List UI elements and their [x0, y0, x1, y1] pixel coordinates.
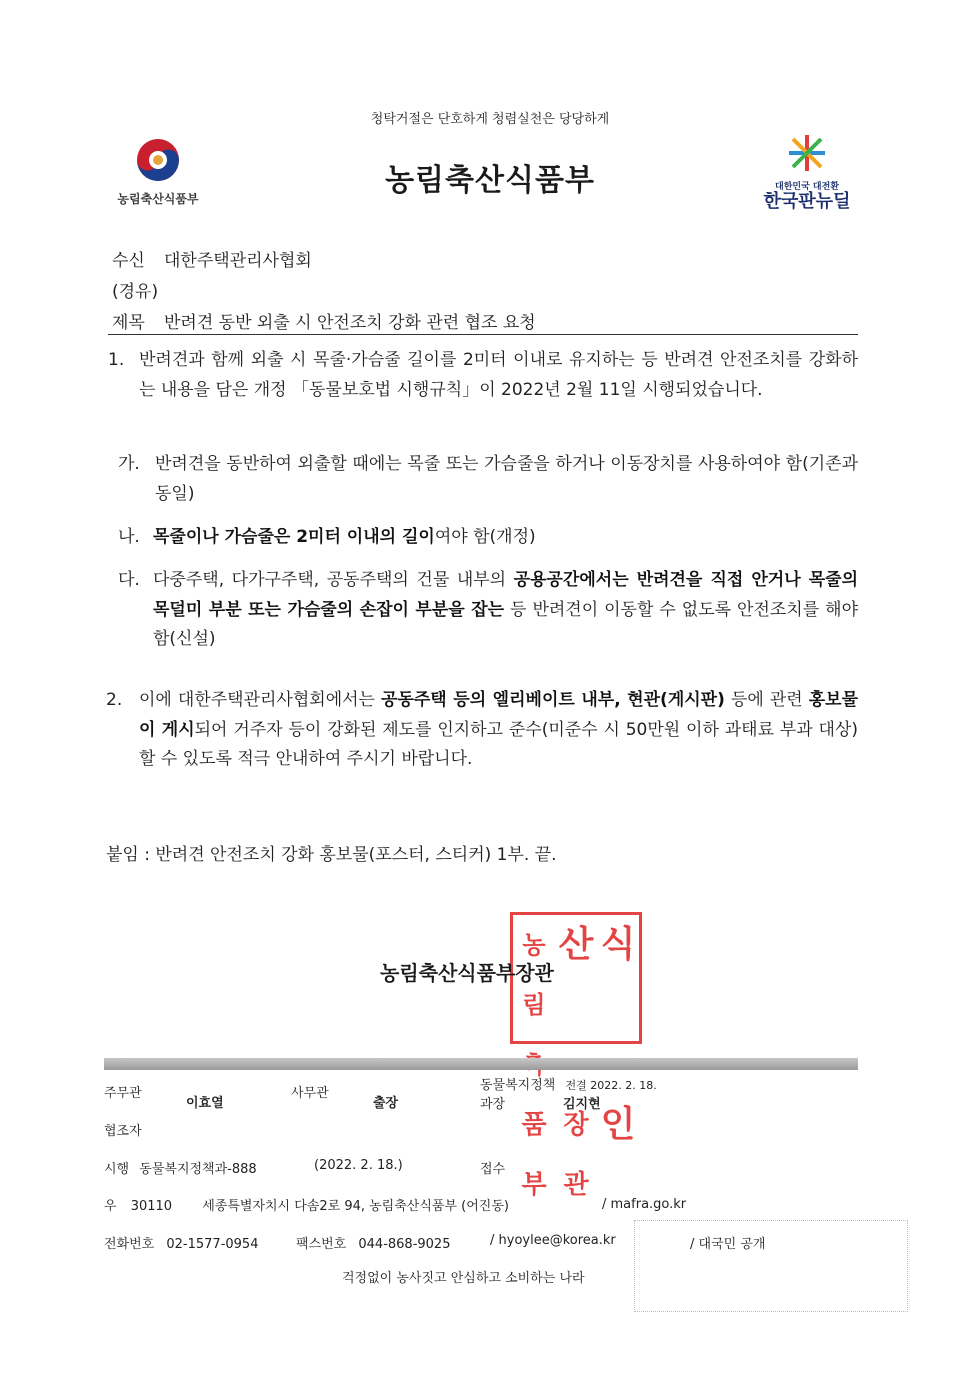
item-ga-text: 반려견을 동반하여 외출할 때에는 목줄 또는 가슴줄을 하거나 이동장치를 사용하여야 함(기존과 동일)	[155, 454, 858, 504]
paragraph-1-number: 1.	[108, 350, 125, 370]
enforce-label: 시행	[104, 1162, 130, 1177]
staff-name: 이효열	[186, 1096, 224, 1111]
subject-label: 제목	[112, 313, 145, 333]
cooperator-label: 협조자	[104, 1124, 142, 1139]
new-deal-star-icon	[785, 133, 829, 173]
seal-char: 산	[558, 924, 594, 965]
subject-line	[112, 308, 536, 333]
paragraph-1-text: 반려견과 함께 외출 시 목줄·가슴줄 길이를 2미터 이내로 유지하는 등 반려견 안전조치를 강화하는 내용을 담은 개정 「동물보호법 시행규칙」이 2022년 2월 11일 시행되었습니다.	[139, 350, 858, 400]
postal-code: 30110	[130, 1199, 173, 1214]
seal-char: 식	[600, 924, 636, 965]
disclosure: / 대국민 공개	[690, 1237, 766, 1252]
recipient-label: 수신	[112, 251, 145, 271]
via-label: (경유)	[112, 282, 159, 302]
new-deal-title: 한국판뉴딜	[763, 191, 851, 212]
item-da-emphasis: 공용공간에서는 반려견을 직접 안거나 목줄의 목덜미 부분 또는 가슴줄의 손잡이 부분을 잡는	[153, 570, 858, 620]
chief-name: 김지현	[563, 1097, 601, 1112]
seal-char: 품부	[521, 1110, 547, 1200]
staff-label: 주무관	[104, 1086, 142, 1101]
ministry-title: 농림축산식품부	[385, 163, 595, 198]
item-da-number: 다.	[118, 570, 140, 590]
receipt-label: 접수	[480, 1162, 506, 1177]
paragraph-2-c: 등에 관련	[724, 690, 809, 710]
chief-label: 과장	[480, 1097, 506, 1112]
paragraph-2-text	[139, 686, 858, 775]
footer-divider-bar	[104, 1058, 858, 1070]
fax-number: 044-868-9025	[358, 1237, 451, 1252]
seal-char: 인	[600, 1104, 636, 1145]
division-label: 동물복지정책	[480, 1078, 556, 1093]
email-link[interactable]: / hyoylee@korea.kr	[490, 1233, 616, 1248]
korean-new-deal-logo	[752, 133, 862, 212]
postal-label: 우	[104, 1199, 117, 1214]
item-na	[118, 523, 858, 553]
item-da-text	[153, 566, 858, 655]
recipient: 대한주택관리사협회	[164, 251, 312, 271]
new-deal-subtitle: 대한민국 대전환	[775, 182, 839, 192]
subject: 반려견 동반 외출 시 안전조치 강화 관련 협조 요청	[164, 313, 536, 333]
attachment-line: 붙임 : 반려견 안전조치 강화 홍보물(포스터, 스티커) 1부. 끝.	[106, 845, 557, 865]
address-line	[104, 1195, 509, 1214]
enforce-date: (2022. 2. 18.)	[314, 1158, 403, 1173]
item-na-emphasis: 목줄이나 가슴줄은 2미터 이내의 길이	[153, 527, 435, 547]
paragraph-2	[106, 686, 858, 775]
phone-line	[104, 1233, 258, 1252]
enforce-number: 동물복지정책과-888	[139, 1162, 257, 1177]
paragraph-2-a: 이에 대한주택관리사협회에서는	[139, 690, 382, 710]
paragraph-2-d: 되어 거주자 등이 강화된 제도를 인지하고 준수(미준수 시 50만원 이하 과태료 부과 대상)할 수 있도록 적극 안내하여 주시기 바랍니다.	[139, 719, 858, 769]
paragraph-2-emphasis-1: 공동주택 등의 엘리베이트 내부, 현관(게시판)	[381, 690, 725, 710]
header-divider	[108, 334, 858, 335]
seal-char: 장관	[563, 1110, 589, 1200]
recipient-line	[112, 246, 312, 271]
signer-title: 농림축산식품부장관	[380, 961, 554, 985]
officer-status: 출장	[373, 1096, 399, 1111]
seal-char: 농림	[522, 931, 546, 1019]
fax-line	[296, 1233, 450, 1252]
item-na-number: 나.	[118, 527, 140, 547]
paragraph-2-number: 2.	[106, 690, 123, 710]
phone-number: 02-1577-0954	[166, 1237, 259, 1252]
website-link[interactable]: / mafra.go.kr	[602, 1197, 687, 1212]
item-na-text	[153, 523, 858, 553]
ministry-motto: 걱정없이 농사짓고 안심하고 소비하는 나라	[342, 1271, 585, 1286]
phone-label: 전화번호	[104, 1237, 155, 1252]
approval-note: 전결 2022. 2. 18.	[565, 1079, 657, 1092]
item-da	[118, 566, 858, 655]
approval-line	[480, 1074, 657, 1093]
item-ga-number: 가.	[118, 454, 140, 474]
item-da-post: 등 반려견이 이동할 수 없도록 안전조치를 해야 함(신설)	[153, 599, 858, 649]
ministry-logo-caption: 농림축산식품부	[117, 192, 199, 206]
address: 세종특별자치시 다솜2로 94, 농림축산식품부 (어진동)	[202, 1199, 509, 1214]
fax-label: 팩스번호	[296, 1237, 347, 1252]
paragraph-1	[108, 346, 858, 405]
item-ga	[118, 450, 858, 509]
via-line	[112, 277, 158, 302]
officer-label: 사무관	[291, 1086, 329, 1101]
item-na-rest: 여야 함(개정)	[434, 527, 536, 547]
slogan: 청탁거절은 단호하게 청렴실천은 당당하게	[370, 112, 610, 127]
enforce-line	[104, 1158, 257, 1177]
item-da-pre: 다중주택, 다가구주택, 공동주택의 건물 내부의	[153, 570, 514, 590]
disclosure-frame	[634, 1220, 908, 1312]
paragraph-2-emphasis-2: 홍보물이 게시	[139, 690, 858, 740]
